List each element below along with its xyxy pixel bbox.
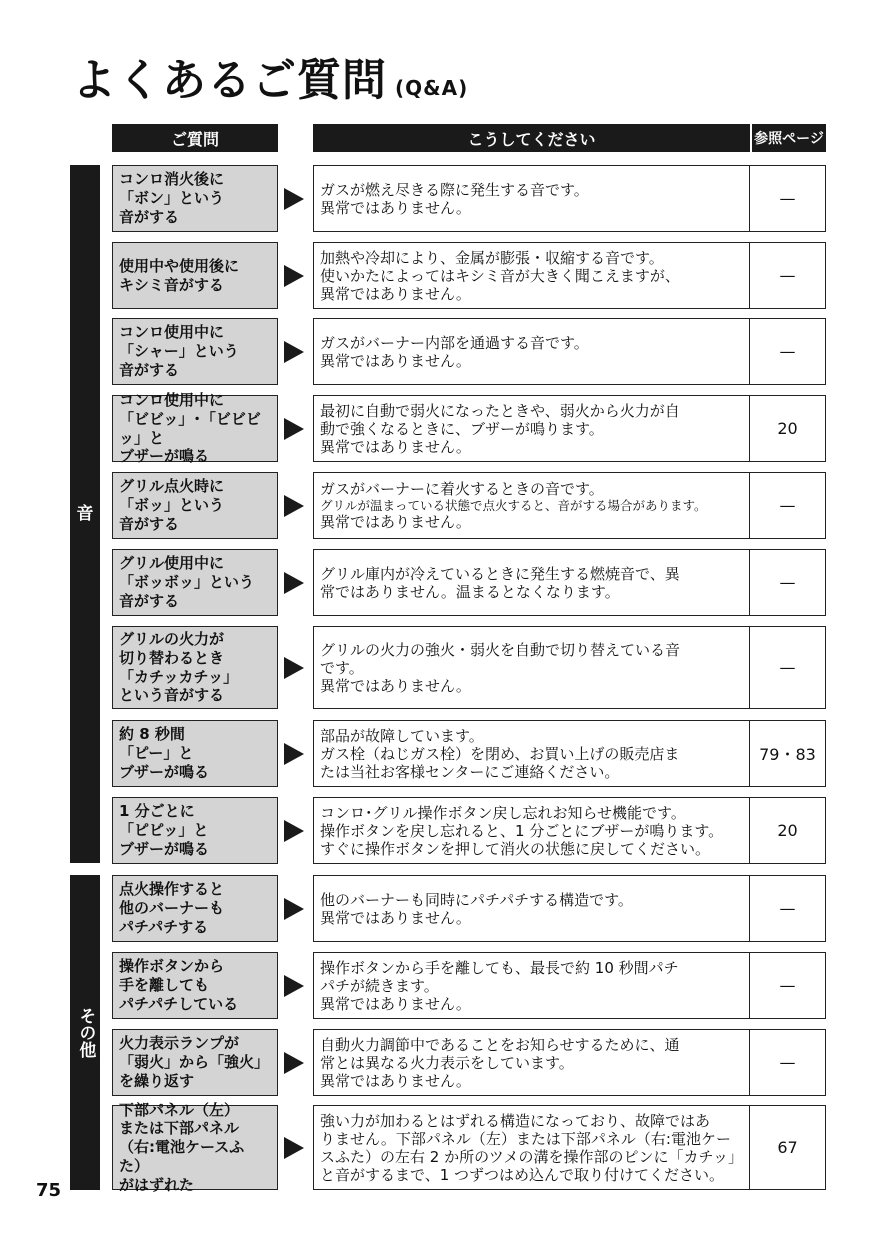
- answer-line: 常ではありません。温まるとなくなります。: [320, 582, 620, 601]
- answer-line: 自動火力調節中であることをお知らせするために、通: [320, 1035, 680, 1054]
- page-title-text: よくあるご質問: [72, 55, 387, 106]
- question-cell: グリル点火時に 「ボッ」という 音がする: [112, 472, 278, 539]
- answer-line: すぐに操作ボタンを押して消火の状態に戻してください。: [320, 839, 711, 858]
- answer-line: ガスが燃え尽きる際に発生する音です。: [320, 180, 589, 199]
- arrow-right-icon: [284, 1137, 304, 1159]
- header-question: ご質問: [112, 124, 278, 152]
- arrow-right-icon: [284, 743, 304, 765]
- answer-line: 加熱や冷却により、金属が膨張・収縮する音です。: [320, 248, 664, 267]
- answer-line: 異常ではありません。: [320, 1071, 471, 1090]
- answer-line: と音がするまで、1 つずつはめ込んで取り付けてください。: [320, 1165, 725, 1184]
- ref-page-cell: —: [750, 549, 826, 616]
- answer-cell: [313, 797, 750, 864]
- header-answer: こうしてください: [313, 124, 750, 152]
- ref-page-cell: 67: [750, 1105, 826, 1190]
- question-cell: グリル使用中に 「ボッボッ」という 音がする: [112, 549, 278, 616]
- answer-cell: [313, 1029, 750, 1096]
- ref-page-cell: —: [750, 1029, 826, 1096]
- question-cell: 下部パネル（左） または下部パネル （右:電池ケースふた） がはずれた: [112, 1105, 278, 1190]
- answer-line: ガスがバーナーに着火するときの音です。: [320, 480, 604, 498]
- answer-line: グリルの火力の強火・弱火を自動で切り替えている音: [320, 640, 681, 659]
- answer-cell: [313, 875, 750, 942]
- ref-page-cell: 79・83: [750, 720, 826, 787]
- answer-cell: [313, 626, 750, 709]
- answer-line: 強い力が加わるとはずれる構造になっており、故障ではあ: [320, 1111, 711, 1130]
- answer-line: 異常ではありません。: [320, 198, 471, 217]
- answer-line: 操作ボタンを戻し忘れると、1 分ごとにブザーが鳴ります。: [320, 821, 724, 840]
- answer-cell: [313, 720, 750, 787]
- arrow-right-icon: [284, 265, 304, 287]
- answer-cell: [313, 952, 750, 1019]
- answer-line: りません。下部パネル（左）または下部パネル（右:電池ケー: [320, 1129, 731, 1148]
- arrow-right-icon: [284, 975, 304, 997]
- ref-page-cell: —: [750, 626, 826, 709]
- answer-line: 異常ではありません。: [320, 284, 471, 303]
- ref-page-cell: 20: [750, 395, 826, 462]
- question-cell: 火力表示ランプが 「弱火」から「強火」 を繰り返す: [112, 1029, 278, 1096]
- answer-line: 異常ではありません。: [320, 513, 471, 531]
- arrow-right-icon: [284, 898, 304, 920]
- question-cell: コンロ消火後に 「ボン」という 音がする: [112, 165, 278, 232]
- answer-cell: [313, 549, 750, 616]
- section-label-sound: 音: [70, 165, 100, 863]
- ref-page-cell: —: [750, 952, 826, 1019]
- answer-line: 動で強くなるときに、ブザーが鳴ります。: [320, 419, 604, 438]
- answer-line: パチが続きます。: [320, 976, 439, 995]
- ref-page-cell: 20: [750, 797, 826, 864]
- page-title-sub: (Q&A): [395, 76, 469, 100]
- question-cell: 約 8 秒間 「ピー」と ブザーが鳴る: [112, 720, 278, 787]
- arrow-right-icon: [284, 657, 304, 679]
- answer-line: ガスがバーナー内部を通過する音です。: [320, 333, 589, 352]
- answer-cell: [313, 242, 750, 309]
- answer-cell: [313, 318, 750, 385]
- answer-line: グリルが温まっている状態で点火すると、音がする場合があります。: [320, 498, 707, 513]
- answer-cell: [313, 395, 750, 462]
- arrow-right-icon: [284, 820, 304, 842]
- answer-line: 部品が故障しています。: [320, 726, 484, 745]
- page-number: 75: [36, 1180, 62, 1201]
- answer-line: 他のバーナーも同時にパチパチする構造です。: [320, 890, 633, 909]
- arrow-right-icon: [284, 341, 304, 363]
- answer-line: 異常ではありません。: [320, 994, 471, 1013]
- answer-line: たは当社お客様センターにご連絡ください。: [320, 762, 620, 781]
- answer-line: です。: [320, 658, 364, 677]
- answer-line: 最初に自動で弱火になったときや、弱火から火力が自: [320, 401, 680, 420]
- question-cell: コンロ使用中に 「シャー」という 音がする: [112, 318, 278, 385]
- answer-cell: [313, 1105, 750, 1190]
- question-cell: コンロ使用中に 「ビビッ」･「ビビビッ」と ブザーが鳴る: [112, 395, 278, 462]
- arrow-right-icon: [284, 572, 304, 594]
- question-cell: グリルの火力が 切り替わるとき 「カチッカチッ」 という音がする: [112, 626, 278, 709]
- answer-line: スふた）の左右 2 か所のツメの溝を操作部のピンに「カチッ」: [320, 1147, 744, 1166]
- answer-line: コンロ･グリル操作ボタン戻し忘れお知らせ機能です。: [320, 803, 686, 822]
- header-ref: 参照ページ: [752, 124, 826, 152]
- arrow-right-icon: [284, 1052, 304, 1074]
- arrow-right-icon: [284, 495, 304, 517]
- answer-line: 使いかたによってはキシミ音が大きく聞こえますが、: [320, 266, 680, 285]
- ref-page-cell: —: [750, 242, 826, 309]
- answer-cell: [313, 472, 750, 539]
- section-label-other: その他: [70, 875, 100, 1190]
- answer-line: 異常ではありません。: [320, 676, 471, 695]
- question-cell: 使用中や使用後に キシミ音がする: [112, 242, 278, 309]
- question-cell: 操作ボタンから 手を離しても パチパチしている: [112, 952, 278, 1019]
- ref-page-cell: —: [750, 875, 826, 942]
- ref-page-cell: —: [750, 165, 826, 232]
- answer-line: 異常ではありません。: [320, 437, 471, 456]
- ref-page-cell: —: [750, 318, 826, 385]
- answer-cell: [313, 165, 750, 232]
- ref-page-cell: —: [750, 472, 826, 539]
- answer-line: 操作ボタンから手を離しても、最長で約 10 秒間パチ: [320, 958, 679, 977]
- question-cell: 1 分ごとに 「ピピッ」と ブザーが鳴る: [112, 797, 278, 864]
- arrow-right-icon: [284, 418, 304, 440]
- answer-line: 異常ではありません。: [320, 908, 471, 927]
- answer-line: ガス栓（ねじガス栓）を閉め、お買い上げの販売店ま: [320, 744, 680, 763]
- arrow-right-icon: [284, 188, 304, 210]
- answer-line: 異常ではありません。: [320, 351, 471, 370]
- answer-line: 常とは異なる火力表示をしています。: [320, 1053, 574, 1072]
- question-cell: 点火操作すると 他のバーナーも パチパチする: [112, 875, 278, 942]
- page-title: [72, 44, 468, 108]
- answer-line: グリル庫内が冷えているときに発生する燃焼音で、異: [320, 564, 680, 583]
